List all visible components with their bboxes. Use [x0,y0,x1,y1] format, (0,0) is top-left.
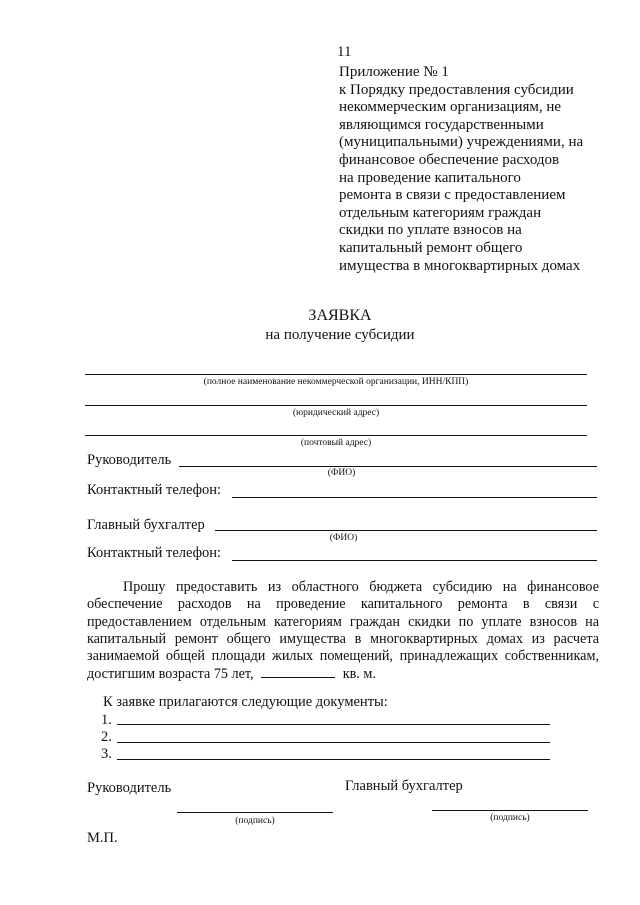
area-input[interactable] [261,665,335,678]
request-paragraph [87,579,599,684]
request-last-line [87,665,599,683]
legal-address-caption: (юридический адрес) [292,408,380,418]
accountant-phone-label: Контактный телефон: [87,545,222,561]
postal-address-line[interactable] [85,435,587,436]
appendix-line: отдельным категориям граждан [339,204,542,221]
signature-head-label: Руководитель [87,780,172,796]
appendix-line: Приложение № 1 [339,64,449,80]
attachment-number: 3. [101,746,112,762]
request-line: Прошу предоставить из областного бюджета субсидию на финансовое [123,579,599,595]
appendix-line: капитальный ремонт общего [339,239,523,256]
document-title: ЗАЯВКА [308,307,372,324]
signature-accountant-caption: (подпись) [490,813,530,823]
head-label: Руководитель [87,452,172,468]
accountant-label: Главный бухгалтер [87,517,205,533]
appendix-line: ремонта в связи с предоставлением [339,187,566,204]
stamp-label: М.П. [87,830,118,846]
page-number: 11 [337,44,352,60]
accountant-name-line[interactable] [215,530,597,531]
request-line: обеспечение расходов на проведение капитального ремонта в связи с [87,596,599,613]
area-unit: кв. м. [342,666,376,683]
attachment-line[interactable] [117,742,550,743]
postal-address-caption: (почтовый адрес) [300,438,372,448]
appendix-line: имущества в многоквартирных домах [339,257,581,274]
appendix-line: (муниципальными) учреждениями, на [339,134,584,151]
appendix-header [339,64,583,275]
attachments-heading: К заявке прилагаются следующие документы: [103,694,388,710]
signature-accountant-label: Главный бухгалтер [345,778,463,794]
accountant-name-caption: (ФИО) [329,533,358,543]
request-line: занимаемой общей площади жилых помещений, принадлежащих собственникам, [87,648,599,665]
attachment-number: 1. [101,712,112,728]
document-subtitle: на получение субсидии [265,327,415,343]
request-line: капитальный ремонт общего имущества в многоквартирных домах из расчета [87,630,599,647]
signature-head-line[interactable] [177,812,333,813]
appendix-line: финансовое обеспечение расходов [339,151,560,168]
appendix-line: на проведение капитального [339,169,521,186]
request-line: предоставлением отдельным категориям граждан скидки по уплате взносов на [87,613,599,630]
appendix-line: скидки по уплате взносов на [339,222,522,239]
request-last-line-prefix: достигшим возраста 75 лет, [87,666,254,683]
head-name-line[interactable] [179,466,597,467]
attachment-line[interactable] [117,759,550,760]
attachment-number: 2. [101,729,112,745]
accountant-phone-line[interactable] [232,560,597,561]
legal-address-line[interactable] [85,405,587,406]
head-phone-label: Контактный телефон: [87,482,222,498]
appendix-line: некоммерческим организациям, не [339,99,562,116]
signature-accountant-line[interactable] [432,810,588,811]
signature-head-caption: (подпись) [235,816,275,826]
head-phone-line[interactable] [232,497,597,498]
org-name-caption: (полное наименование некоммерческой организации, ИНН/КПП) [203,377,469,387]
appendix-line: являющимся государственными [339,116,544,133]
attachment-line[interactable] [117,724,550,725]
appendix-line: к Порядку предоставления субсидии [339,81,574,98]
org-name-line[interactable] [85,374,587,375]
head-name-caption: (ФИО) [327,468,356,478]
